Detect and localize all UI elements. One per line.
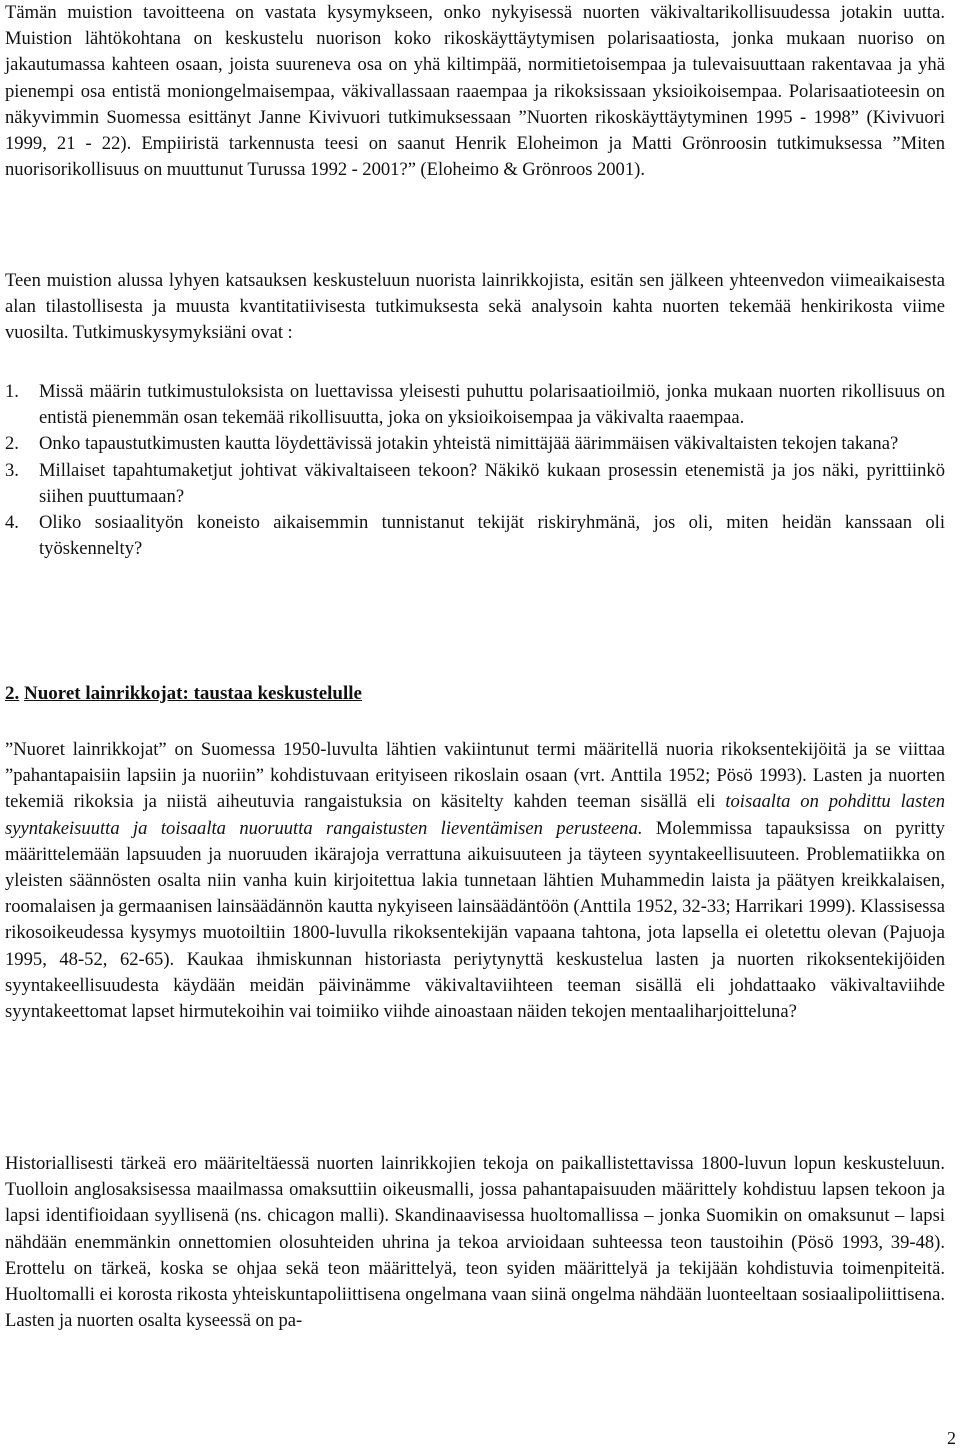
body-paragraph-2: Historiallisesti tärkeä ero määriteltäessä nuorten lainrikkojien tekoja on paikallistettavissa 1800-luvun lopun keskusteluun. Tuolloin anglosaksisessa maailmassa omaksuttiin oikeusmalli, jossa pahantapaisuuden määrittely kohdistuu lapsen tekoon ja lapsi identifioidaan syyllisenä (ns. chicagon malli). Skandinaavisessa huoltomallissa – jonka Suomikin on omaksunut – lapsi nähdään enemmänkin onnettomien olosuhteiden uhrina ja tekoa arvioidaan suhteessa teon taustoihin (Pösö 1993, 39-48). Erottelu on tärkeä, koska se ohjaa sekä teon määrittelyä, teon syiden määrittelyä ja tekijään kohdistuvia toimenpiteitä. Huoltomalli ei korosta rikosta yhteiskuntapoliittisena ongelmana vaan siinä ongelma nähdään luonteeltaan sosiaalipoliittisena. Lasten ja nuorten osalta kyseessä on pa- bbox=[5, 1153, 945, 1332]
intro-sentence-4: Empiiristä tarkennusta teesi on saanut Henrik Eloheimon ja Matti Grönroosin tutkimuksessa ”Miten nuorisorikollisuus on muuttunut Turussa 1992 - 2001?” (Eloheimo & Grönroos 2001). bbox=[5, 133, 945, 181]
list-item-number: 2. bbox=[5, 433, 19, 455]
list-item-text: Millaiset tapahtumaketjut johtivat väkivaltaiseen tekoon? Näkikö kukaan prosessin etenemistä ja jos näki, pyrittiinkö siihen puuttumaan? bbox=[39, 459, 945, 507]
body-paragraph-1 bbox=[5, 737, 945, 1025]
intro-sentence-2: Muistion lähtökohtana on keskustelu nuorison koko rikoskäyttäytymisen polarisaatiosta, jonka mukaan nuoriso on jakautumassa kahteen osaan, joista suureneva osa on yhä kiltimpää, normitietoisempaa ja tulevaisuuttaan rakentavaa ja yhä pienempi osa entistä moniongelmaisempaa, väkivallassaan raaempaa ja rikoksissaan yksioikoisempaa. bbox=[5, 28, 945, 102]
list-item-number: 1. bbox=[5, 381, 19, 402]
section-title: Nuoret lainrikkojat: taustaa keskustelulle bbox=[24, 683, 362, 704]
body-paragraph-1-italic: toisaalta on pohdittu lasten syyntakeisuutta ja toisaalta nuoruutta rangaistusten lieventämisen perusteena. bbox=[5, 791, 945, 839]
page-number: 2 bbox=[947, 1428, 956, 1448]
section-heading bbox=[5, 681, 362, 707]
list-item bbox=[5, 431, 945, 457]
list-item-text: Onko tapaustutkimusten kautta löydettävissä jotakin yhteistä nimittäjää äärimmäisen väkivaltaisten tekojen takana? bbox=[39, 433, 899, 455]
body-paragraph-1-part-a: ”Nuoret lainrikkojat” on Suomessa 1950-luvulta lähtien vakiintunut termi määritellä nuoria rikoksentekijöitä ja se viittaa ”pahantapaisiin lapsiin ja nuoriin” kohdistuvaan erityiseen rikoslain osaan (vrt. Anttila 1952; Pösö 1993). Lasten ja nuorten tekemiä rikoksia ja niistä aiheutuvia rangaistuksia on käsitelty kahden teeman sisällä eli bbox=[5, 739, 945, 813]
body-paragraph-1-part-b: Molemmissa tapauksissa on pyritty määrittelemään lapsuuden ja nuoruuden ikärajoja verrattuna aikuisuuteen ja täyteen syyntakeellisuuteen. Problematiikka on yleisten säännösten osalta niin vanha kuin kirjoitettua lakia tunnetaan lähtien Muhammedin laista ja päätyen kreikkalaisen, roomalaisen ja germaanisen lainsäädännön kautta nykyiseen lainsäädäntöön (Anttila 1952, 32-33; Harrikari 1999). Klassisessa rikosoikeudessa kysymys muotoiltiin 1800-luvulla rikoksentekijän vapaana tahtona, jota lapsella ei oletettu olevan (Pajuoja 1995, 48-52, 62-65). Kaukaa ihmiskunnan historiasta periytynyttä keskustelua lasten ja nuorten rikoksentekijöiden syyntakeellisuudesta käydään meidän päivinämme väkivaltaviihteen teeman sisällä eli johdattaako väkivaltaviihde syyntakeettomat lapset hirmutekoihin vai toimiiko viihde ainoastaan näiden tekojen mentaaliharjoitteluna? bbox=[5, 817, 945, 1023]
list-item-number: 3. bbox=[5, 459, 19, 481]
list-item-number: 4. bbox=[5, 512, 19, 534]
intro-sentence-1: Tämän muistion tavoitteena on vastata kysymykseen, onko nykyisessä nuorten väkivaltarikollisuudessa jotakin uutta. bbox=[5, 2, 945, 23]
research-questions-list bbox=[5, 379, 945, 562]
list-item bbox=[5, 510, 945, 562]
intro-sentence-3: Polarisaatioteesin on näkyvimmin Suomessa esittänyt Janne Kivivuori tutkimuksessaan ”Nuorten rikoskäyttäytyminen 1995 - 1998” (Kivivuori 1999, 21 - 22). bbox=[5, 80, 945, 155]
list-item-text: Missä määrin tutkimustuloksista on luettavissa yleisesti puhuttu polarisaatioilmiö, jonka mukaan nuorten rikollisuus on entistä pienemmän osan tekemää rikollisuutta, joka on yksioikoisempaa ja väkivalta raaempaa. bbox=[39, 381, 945, 429]
intro-paragraph bbox=[5, 0, 945, 183]
list-item bbox=[5, 458, 945, 510]
overview-paragraph: Teen muistion alussa lyhyen katsauksen keskusteluun nuorista lainrikkojista, esitän sen jälkeen yhteenvedon viimeaikaisesta alan tilastollisesta ja muusta kvantitatiivisesta tutkimuksesta sekä analysoin kahta nuorten tekemää henkirikosta viime vuosilta. Tutkimuskysymyksiäni ovat : bbox=[5, 270, 945, 344]
section-number: 2. bbox=[5, 683, 20, 704]
list-item-text: Oliko sosiaalityön koneisto aikaisemmin tunnistanut tekijät riskiryhmänä, jos oli, miten heidän kanssaan oli työskennelty? bbox=[39, 512, 945, 560]
list-item bbox=[5, 379, 945, 431]
